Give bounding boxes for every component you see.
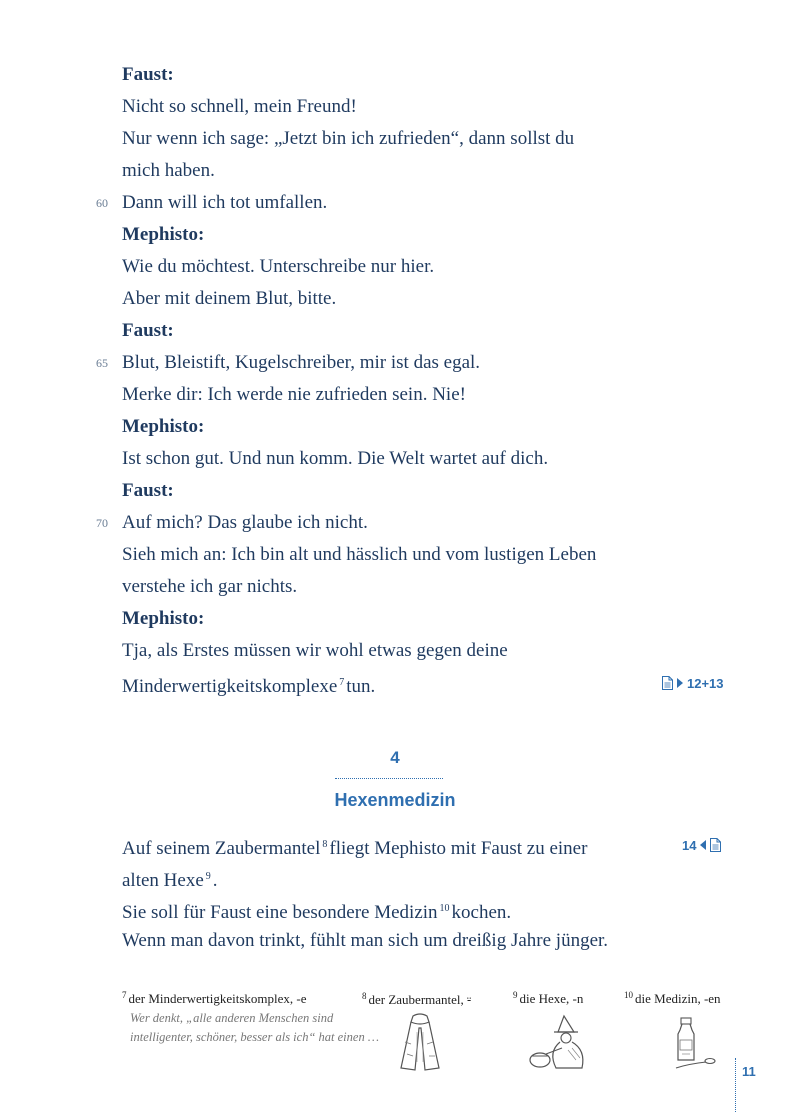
dialogue-line: Nur wenn ich sage: „Jetzt bin ich zufrieden“, dann sollst du <box>122 128 575 149</box>
footnote-8 <box>362 990 471 1008</box>
medicine-illustration <box>672 1016 722 1072</box>
footnote-9 <box>513 990 583 1008</box>
speaker-label: Faust: <box>122 320 174 341</box>
narrative-text: Auf seinem Zaubermantel <box>122 838 321 859</box>
chapter-divider <box>335 778 443 779</box>
page-number: 11 <box>742 1064 756 1079</box>
dialogue-line: Nicht so schnell, mein Freund! <box>122 96 357 117</box>
narrative-line <box>122 893 511 925</box>
footnote-marker: 7 <box>339 677 345 688</box>
footnote-7 <box>122 990 306 1008</box>
footnote-term: der Minderwertigkeitskomplex, -e <box>128 991 307 1006</box>
chapter-title: Hexenmedizin <box>334 790 456 810</box>
exercise-reference[interactable] <box>662 674 724 692</box>
footnote-marker: 9 <box>205 871 211 882</box>
line-number: 70 <box>96 516 108 530</box>
narrative-text: fliegt Mephisto mit Faust zu einer <box>329 838 588 859</box>
exercise-reference[interactable] <box>682 836 721 854</box>
footnote-term: die Medizin, -en <box>635 991 721 1006</box>
footnote-number: 10 <box>624 990 633 1000</box>
narrative-text: . <box>212 870 218 891</box>
footnote-marker: 8 <box>322 839 328 850</box>
speaker-label: Mephisto: <box>122 224 205 245</box>
dialogue-line: Auf mich? Das glaube ich nicht. <box>122 512 368 533</box>
footnote-marker: 10 <box>439 903 450 914</box>
footnote-number: 7 <box>122 990 127 1000</box>
narrative-line: Wenn man davon trinkt, fühlt man sich um dreißig Jahre jünger. <box>122 930 609 951</box>
narrative-text: kochen. <box>451 902 512 923</box>
speaker-label: Faust: <box>122 480 174 501</box>
footnote-number: 8 <box>362 991 367 1001</box>
narrative-text: alten Hexe <box>122 870 204 891</box>
line-number: 60 <box>96 196 108 210</box>
narrative-text: Sie soll für Faust eine besondere Medizin <box>122 902 438 923</box>
speaker-label: Mephisto: <box>122 608 205 629</box>
dialogue-line: Tja, als Erstes müssen wir wohl etwas gegen deine <box>122 640 508 661</box>
chapter-number: 4 <box>390 748 400 767</box>
dialogue-text: Minderwertigkeitskomplexe <box>122 676 338 697</box>
exercise-numbers: 12+13 <box>687 675 724 691</box>
dialogue-line: Blut, Bleistift, Kugelschreiber, mir ist das egal. <box>122 352 481 373</box>
footnote-term: die Hexe, -n <box>519 991 584 1006</box>
cloak-illustration <box>395 1012 445 1072</box>
speaker-label: Mephisto: <box>122 416 205 437</box>
line-number: 65 <box>96 356 108 370</box>
exercise-numbers: 14 <box>682 837 697 853</box>
dialogue-line: Aber mit deinem Blut, bitte. <box>122 288 337 309</box>
dialogue-line: Wie du möchtest. Unterschreibe nur hier. <box>122 256 435 277</box>
dialogue-line: mich haben. <box>122 160 215 181</box>
document-icon <box>710 838 721 852</box>
arrow-right-icon <box>677 678 683 688</box>
arrow-left-icon <box>700 840 706 850</box>
dialogue-line: Merke dir: Ich werde nie zufrieden sein. Nie! <box>122 384 466 405</box>
narrative-line <box>122 861 218 893</box>
narrative-line <box>122 829 587 861</box>
dialogue-line <box>122 667 375 699</box>
speaker-label: Faust: <box>122 64 174 85</box>
page-number-rule <box>735 1058 736 1112</box>
dialogue-text: tun. <box>346 676 376 697</box>
witch-illustration <box>528 1014 592 1072</box>
dialogue-line: verstehe ich gar nichts. <box>122 576 298 597</box>
dialogue-line: Sieh mich an: Ich bin alt und hässlich und vom lustigen Leben <box>122 544 597 565</box>
footnote-number: 9 <box>513 990 518 1000</box>
dialogue-line: Dann will ich tot umfallen. <box>122 192 328 213</box>
dialogue-line: Ist schon gut. Und nun komm. Die Welt wartet auf dich. <box>122 448 549 469</box>
footnote-term: der Zaubermantel, ⸚ <box>368 992 472 1007</box>
footnote-definition: Wer denkt, „alle anderen Menschen sind intelligenter, schöner, besser als ich“ hat einen … <box>130 1011 379 1044</box>
document-icon <box>662 676 673 690</box>
footnote-10 <box>624 990 721 1008</box>
